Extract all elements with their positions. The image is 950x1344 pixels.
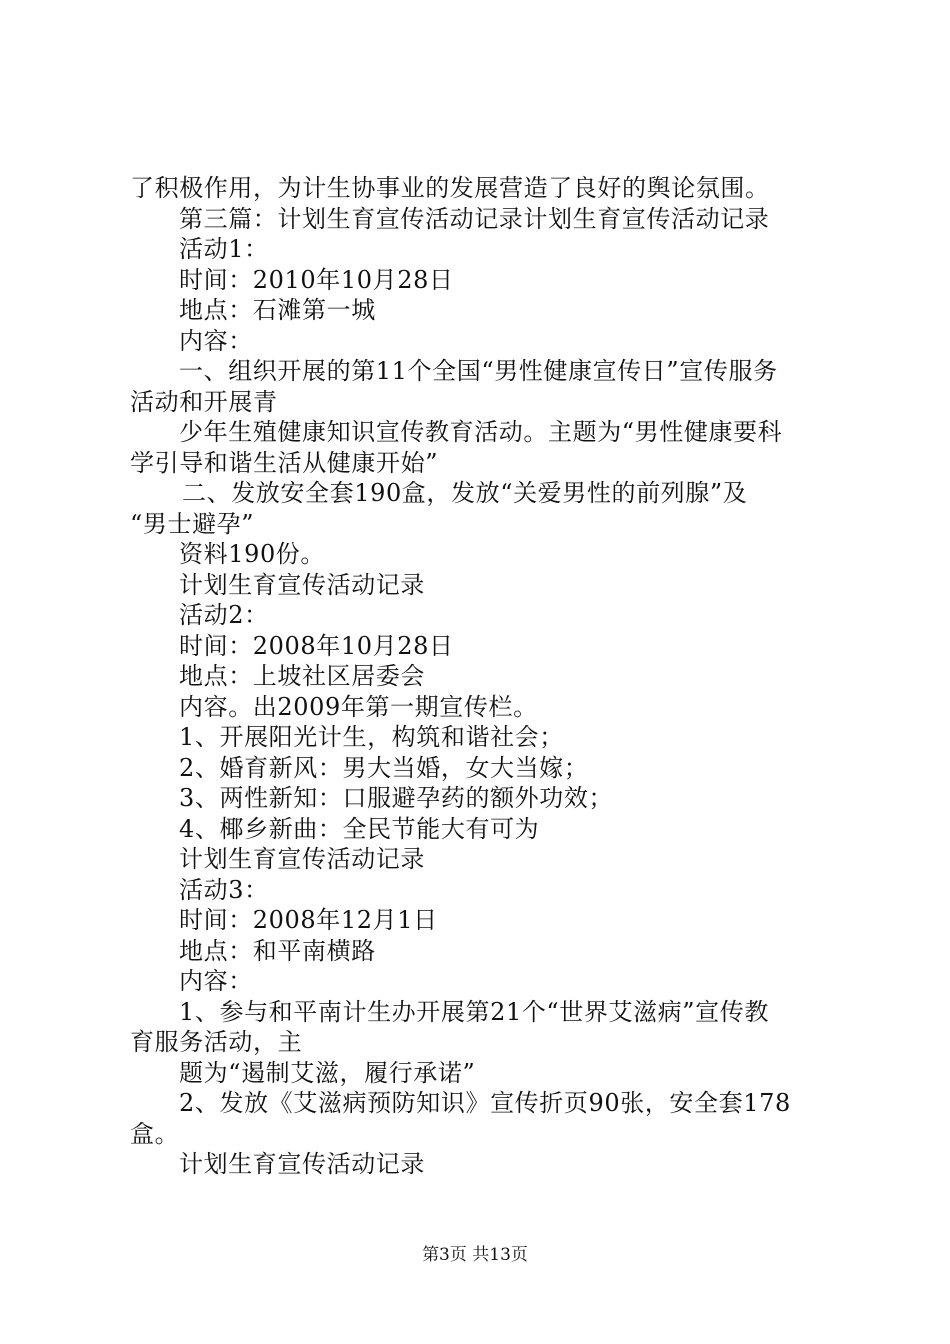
- paragraph-line: “男士避孕”: [130, 509, 255, 538]
- list-item: 2、婚育新风：男大当婚，女大当嫁；: [179, 753, 589, 782]
- paragraph-line: 了积极作用，为计生协事业的发展营造了良好的舆论氛围。: [130, 174, 770, 202]
- paragraph-line: 资料190份。: [179, 540, 326, 568]
- page-number-footer: 第3页 共13页: [422, 1245, 528, 1265]
- paragraph-line: 少年生殖健康知识宣传教育活动。主题为“男性健康要科: [179, 418, 783, 446]
- list-item: 4、椰乡新曲：全民节能大有可为: [179, 814, 540, 843]
- activity-location: 地点：和平南横路: [179, 936, 376, 965]
- paragraph-line: 学引导和谐生活从健康开始”: [130, 448, 439, 477]
- record-heading: 计划生育宣传活动记录: [179, 845, 425, 873]
- activity-content-label: 内容：: [179, 967, 253, 995]
- paragraph-line: 一、组织开展的第11个全国“男性健康宣传日”宣传服务: [179, 357, 778, 385]
- paragraph-line: 活动和开展青: [130, 387, 278, 416]
- activity-time: 时间：2008年10月28日: [179, 631, 454, 660]
- section-heading: 第三篇：计划生育宣传活动记录计划生育宣传活动记录: [179, 204, 770, 233]
- paragraph-line: 题为“遏制艾滋，履行承诺”: [179, 1058, 476, 1087]
- activity-content-label: 内容：: [179, 326, 253, 355]
- list-item: 3、两性新知：口服避孕药的额外功效；: [179, 784, 614, 812]
- paragraph-line: 盒。: [130, 1119, 180, 1148]
- list-item: 1、参与和平南计生办开展第21个“世界艾滋病”宣传教: [179, 997, 769, 1026]
- paragraph-line: 育服务活动，主: [130, 1028, 303, 1056]
- activity-location: 地点：石滩第一城: [179, 296, 376, 324]
- activity-label: 活动2：: [179, 601, 269, 629]
- list-item: 2、发放《艾滋病预防知识》宣传折页90张，安全套178: [179, 1089, 791, 1117]
- list-item: 1、开展阳光计生，构筑和谐社会；: [179, 723, 564, 751]
- document-body: [130, 173, 835, 1180]
- activity-label: 活动3：: [179, 875, 269, 904]
- record-heading: 计划生育宣传活动记录: [179, 570, 425, 599]
- activity-location: 地点：上坡社区居委会: [179, 662, 425, 690]
- activity-label: 活动1：: [179, 235, 269, 263]
- activity-time: 时间：2008年12月1日: [179, 906, 438, 934]
- record-heading: 计划生育宣传活动记录: [179, 1150, 425, 1178]
- paragraph-line: 二、发放安全套190盒，发放“关爱男性的前列腺”及: [182, 479, 748, 507]
- activity-time: 时间：2010年10月28日: [179, 265, 454, 294]
- activity-content-label: 内容。出2009年第一期宣传栏。: [179, 692, 538, 721]
